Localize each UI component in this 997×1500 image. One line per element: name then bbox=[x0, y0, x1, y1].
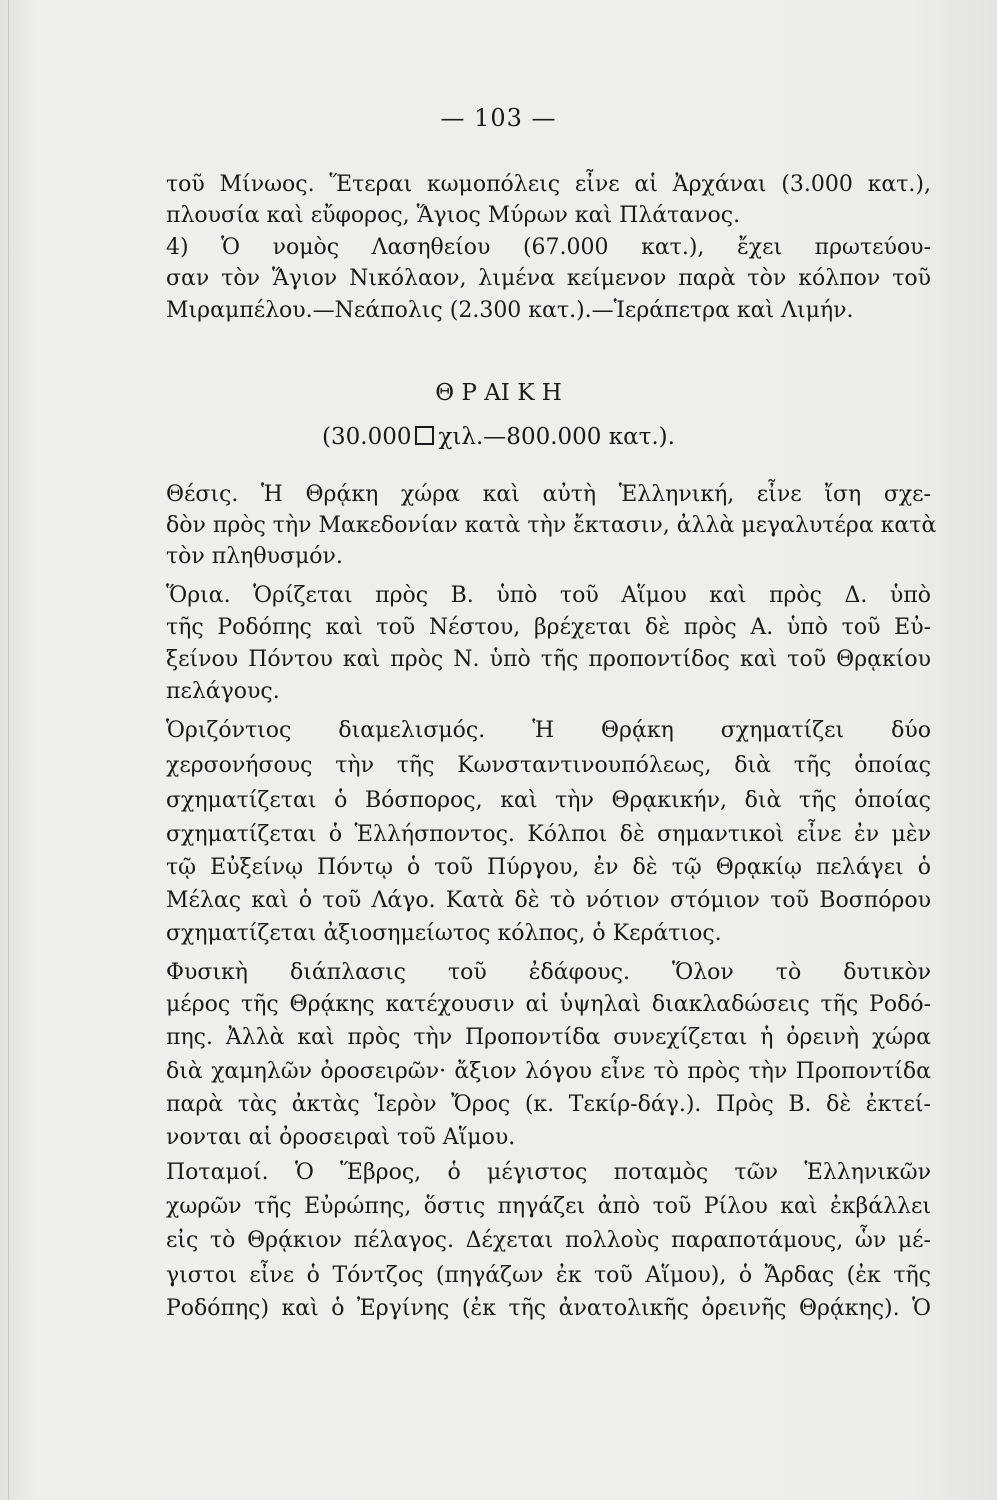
text-line: Φυσικὴ διάπλασις τοῦ ἐδάφους. Ὅλον τὸ δυτικὸν bbox=[166, 960, 931, 985]
text-line: δὸν πρὸς τὴν Μακεδονίαν κατὰ τὴν ἔκτασιν, ἀλλὰ μεγαλυτέρα κατὰ bbox=[166, 513, 937, 538]
text-line: τῆς Ροδόπης καὶ τοῦ Νέστου, βρέχεται δὲ πρὸς Α. ὑπὸ τοῦ Εὐ- bbox=[166, 615, 931, 640]
stats-area: (30.000 bbox=[322, 424, 412, 450]
text-line: 4) Ὁ νομὸς Λασηθείου (67.000 κατ.), ἔχει πρωτεύου- bbox=[166, 235, 931, 260]
page-edge bbox=[8, 0, 9, 1500]
text-line: Ροδόπης) καὶ ὁ Ἐργίνης (ἐκ τῆς ἀνατολικῆς ὀρεινῆς Θρᾴκης). Ὁ bbox=[166, 1296, 931, 1321]
text-line: σαν τὸν Ἅγιον Νικόλαον, λιμένα κείμενον παρὰ τὸν κόλπον τοῦ bbox=[166, 266, 931, 291]
text-line: Ποταμοί. Ὁ Ἕβρος, ὁ μέγιστος ποταμὸς τῶν Ἑλληνικῶν bbox=[166, 1160, 931, 1185]
text-line: τῷ Εὐξείνῳ Πόντῳ ὁ τοῦ Πύργου, ἐν δὲ τῷ Θρᾳκίῳ πελάγει ὁ bbox=[166, 855, 931, 880]
square-symbol-icon bbox=[415, 426, 434, 445]
page-number: — 103 — bbox=[440, 104, 557, 132]
text-line: τὸν πληθυσμόν. bbox=[166, 544, 343, 569]
text-line: Μέλας καὶ ὁ τοῦ Λάγο. Κατὰ δὲ τὸ νότιον στόμιον τοῦ Βοσπόρου bbox=[166, 888, 931, 913]
text-line: γιστοι εἶνε ὁ Τόντζος (πηγάζων ἐκ τοῦ Αἵμου), ὁ Ἄρδας (ἐκ τῆς bbox=[166, 1263, 931, 1288]
text-line: διὰ χαμηλῶν ὀροσειρῶν· ἄξιον λόγου εἶνε τὸ πρὸς τὴν Προποντίδα bbox=[166, 1059, 931, 1084]
text-line: νονται αἱ ὀροσειραὶ τοῦ Αἵμου. bbox=[166, 1125, 516, 1150]
text-line: σχηματίζεται ὁ Βόσπορος, καὶ τὴν Θρᾳκικήν, διὰ τῆς ὁποίας bbox=[166, 788, 931, 813]
text-line: τοῦ Μίνωος. Ἕτεραι κωμοπόλεις εἶνε αἱ Ἀρχάναι (3.000 κατ.), bbox=[166, 172, 931, 197]
text-line: Ὁριζόντιος διαμελισμός. Ἡ Θρᾴκη σχηματίζει δύο bbox=[166, 718, 931, 743]
stats-population: χιλ.—800.000 κατ.). bbox=[438, 424, 675, 450]
text-line: παρὰ τὰς ἀκτὰς Ἱερὸν Ὄρος (κ. Τεκίρ-δάγ.). Πρὸς Β. δὲ ἐκτεί- bbox=[166, 1092, 931, 1117]
text-line: Θέσις. Ἡ Θρᾴκη χώρα καὶ αὐτὴ Ἑλληνική, εἶνε ἴση σχε- bbox=[166, 482, 931, 507]
text-line: χερσονήσους τὴν τῆς Κωνσταντινουπόλεως, διὰ τῆς ὁποίας bbox=[166, 753, 931, 778]
text-line: πλουσία καὶ εὔφορος, Ἅγιος Μύρων καὶ Πλάτανος. bbox=[166, 203, 741, 228]
text-line: σχηματίζεται ἀξιοσημείωτος κόλπος, ὁ Κεράτιος. bbox=[166, 921, 722, 946]
text-line: μέρος τῆς Θρᾴκης κατέχουσιν αἱ ὑψηλαὶ διακλαδώσεις τῆς Ροδό- bbox=[166, 992, 931, 1017]
section-stats bbox=[0, 424, 997, 450]
text-line: πης. Ἀλλὰ καὶ πρὸς τὴν Προποντίδα συνεχίζεται ἡ ὀρεινὴ χώρα bbox=[166, 1025, 931, 1050]
section-title: Θ Ρ ΑΙ Κ Η bbox=[435, 380, 562, 406]
text-line: Μιραμπέλου.—Νεάπολις (2.300 κατ.).—Ἱεράπετρα καὶ Λιμήν. bbox=[166, 298, 854, 323]
text-line: ξείνου Πόντου καὶ πρὸς Ν. ὑπὸ τῆς προποντίδος καὶ τοῦ Θρᾳκίου bbox=[166, 647, 931, 672]
text-line: σχηματίζεται ὁ Ἑλλήσποντος. Κόλποι δὲ σημαντικοὶ εἶνε ἐν μὲν bbox=[166, 822, 931, 847]
text-line: πελάγους. bbox=[166, 679, 280, 704]
text-line: χωρῶν τῆς Εὐρώπης, ὅστις πηγάζει ἀπὸ τοῦ Ρίλου καὶ ἐκβάλλει bbox=[166, 1194, 931, 1219]
text-line: εἰς τὸ Θρᾴκιον πέλαγος. Δέχεται πολλοὺς παραποτάμους, ὧν μέ- bbox=[166, 1228, 931, 1253]
text-line: Ὅρια. Ὁρίζεται πρὸς Β. ὑπὸ τοῦ Αἵμου καὶ πρὸς Δ. ὑπὸ bbox=[166, 583, 931, 608]
